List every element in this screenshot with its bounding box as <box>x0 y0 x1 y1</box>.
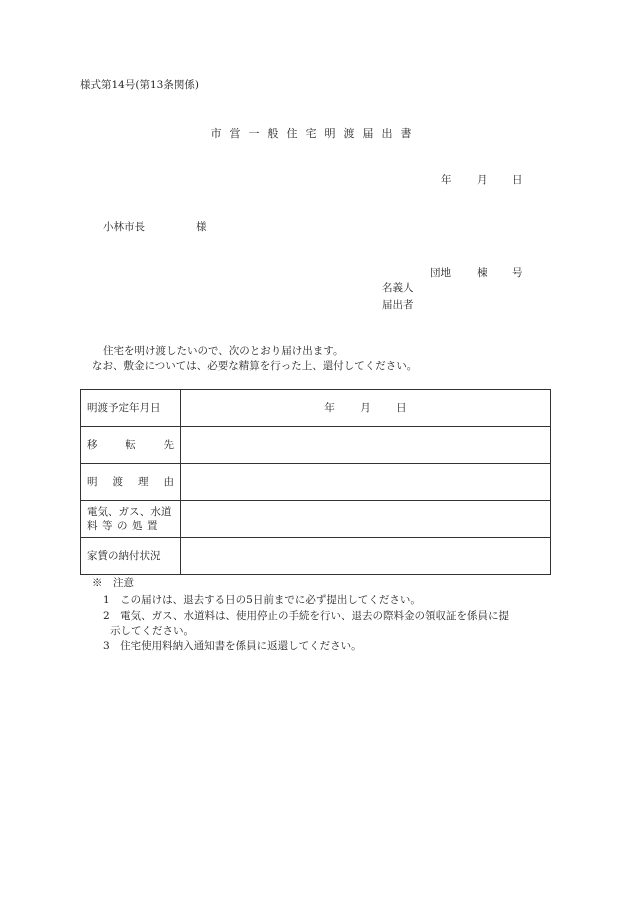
row-label-move-date: 明渡予定年月日 <box>81 390 181 427</box>
paragraph-1: 住宅を明け渡したいので、次のとおり届け出ます。 <box>103 345 344 357</box>
date-year-label: 年 <box>441 174 452 186</box>
note-item-2: 2 電気、ガス、水道料は、使用停止の手続を行い、退去の際料金の領収証を係員に提 <box>103 610 509 622</box>
table-row <box>81 390 551 427</box>
table-row <box>81 427 551 464</box>
utilities-label-line1: 電気、ガス、水道 <box>87 505 172 518</box>
destination-field[interactable] <box>181 427 551 464</box>
todokede-label: 届出者 <box>382 299 414 311</box>
destination-spread <box>87 440 174 451</box>
danchi-label: 団地 <box>430 267 451 279</box>
utilities-label-line2: 料等の処置 <box>87 520 162 532</box>
utilities-field[interactable] <box>181 501 551 538</box>
form-number: 様式第14号(第13条関係) <box>80 79 199 91</box>
go-label: 号 <box>512 267 523 279</box>
row-label-rent-status: 家賃の納付状況 <box>81 538 181 575</box>
table-date-day: 日 <box>396 401 407 414</box>
reason-char: 由 <box>163 475 174 488</box>
note-item-3: 3 住宅使用料納入通知書を係員に返還してください。 <box>103 640 362 652</box>
reason-char: 渡 <box>112 475 123 488</box>
reason-char: 理 <box>138 475 149 488</box>
honorific: 様 <box>196 221 207 233</box>
page-title: 市営一般住宅明渡届出書 <box>210 127 420 140</box>
table-date-year: 年 <box>324 401 335 414</box>
reason-field[interactable] <box>181 464 551 501</box>
recipient: 小林市長 <box>103 221 145 233</box>
row-label-utilities <box>81 501 181 538</box>
note-item-1: 1 この届けは、退去する日の5日前までに必ず提出してください。 <box>103 594 421 606</box>
reason-char: 明 <box>87 475 98 488</box>
paragraph-2: なお、敷金については、必要な精算を行った上、還付してください。 <box>92 360 418 372</box>
table-row <box>81 501 551 538</box>
table-row <box>81 538 551 575</box>
row-label-reason <box>81 464 181 501</box>
table-date-month: 月 <box>360 401 371 414</box>
date-month-label: 月 <box>477 174 488 186</box>
destination-char: 先 <box>163 438 174 451</box>
meigi-label: 名義人 <box>382 282 414 294</box>
rent-status-field[interactable] <box>181 538 551 575</box>
note-item-2-cont: 示してください。 <box>110 625 194 637</box>
notes-heading: ※ 注意 <box>92 577 134 589</box>
to-label: 棟 <box>477 267 488 279</box>
table-row <box>81 464 551 501</box>
form-table <box>80 389 551 575</box>
reason-spread <box>87 477 174 488</box>
destination-char: 移 <box>87 438 98 451</box>
destination-char: 転 <box>125 438 136 451</box>
move-date-field[interactable] <box>181 390 551 427</box>
date-day-label: 日 <box>512 174 523 186</box>
row-label-destination <box>81 427 181 464</box>
